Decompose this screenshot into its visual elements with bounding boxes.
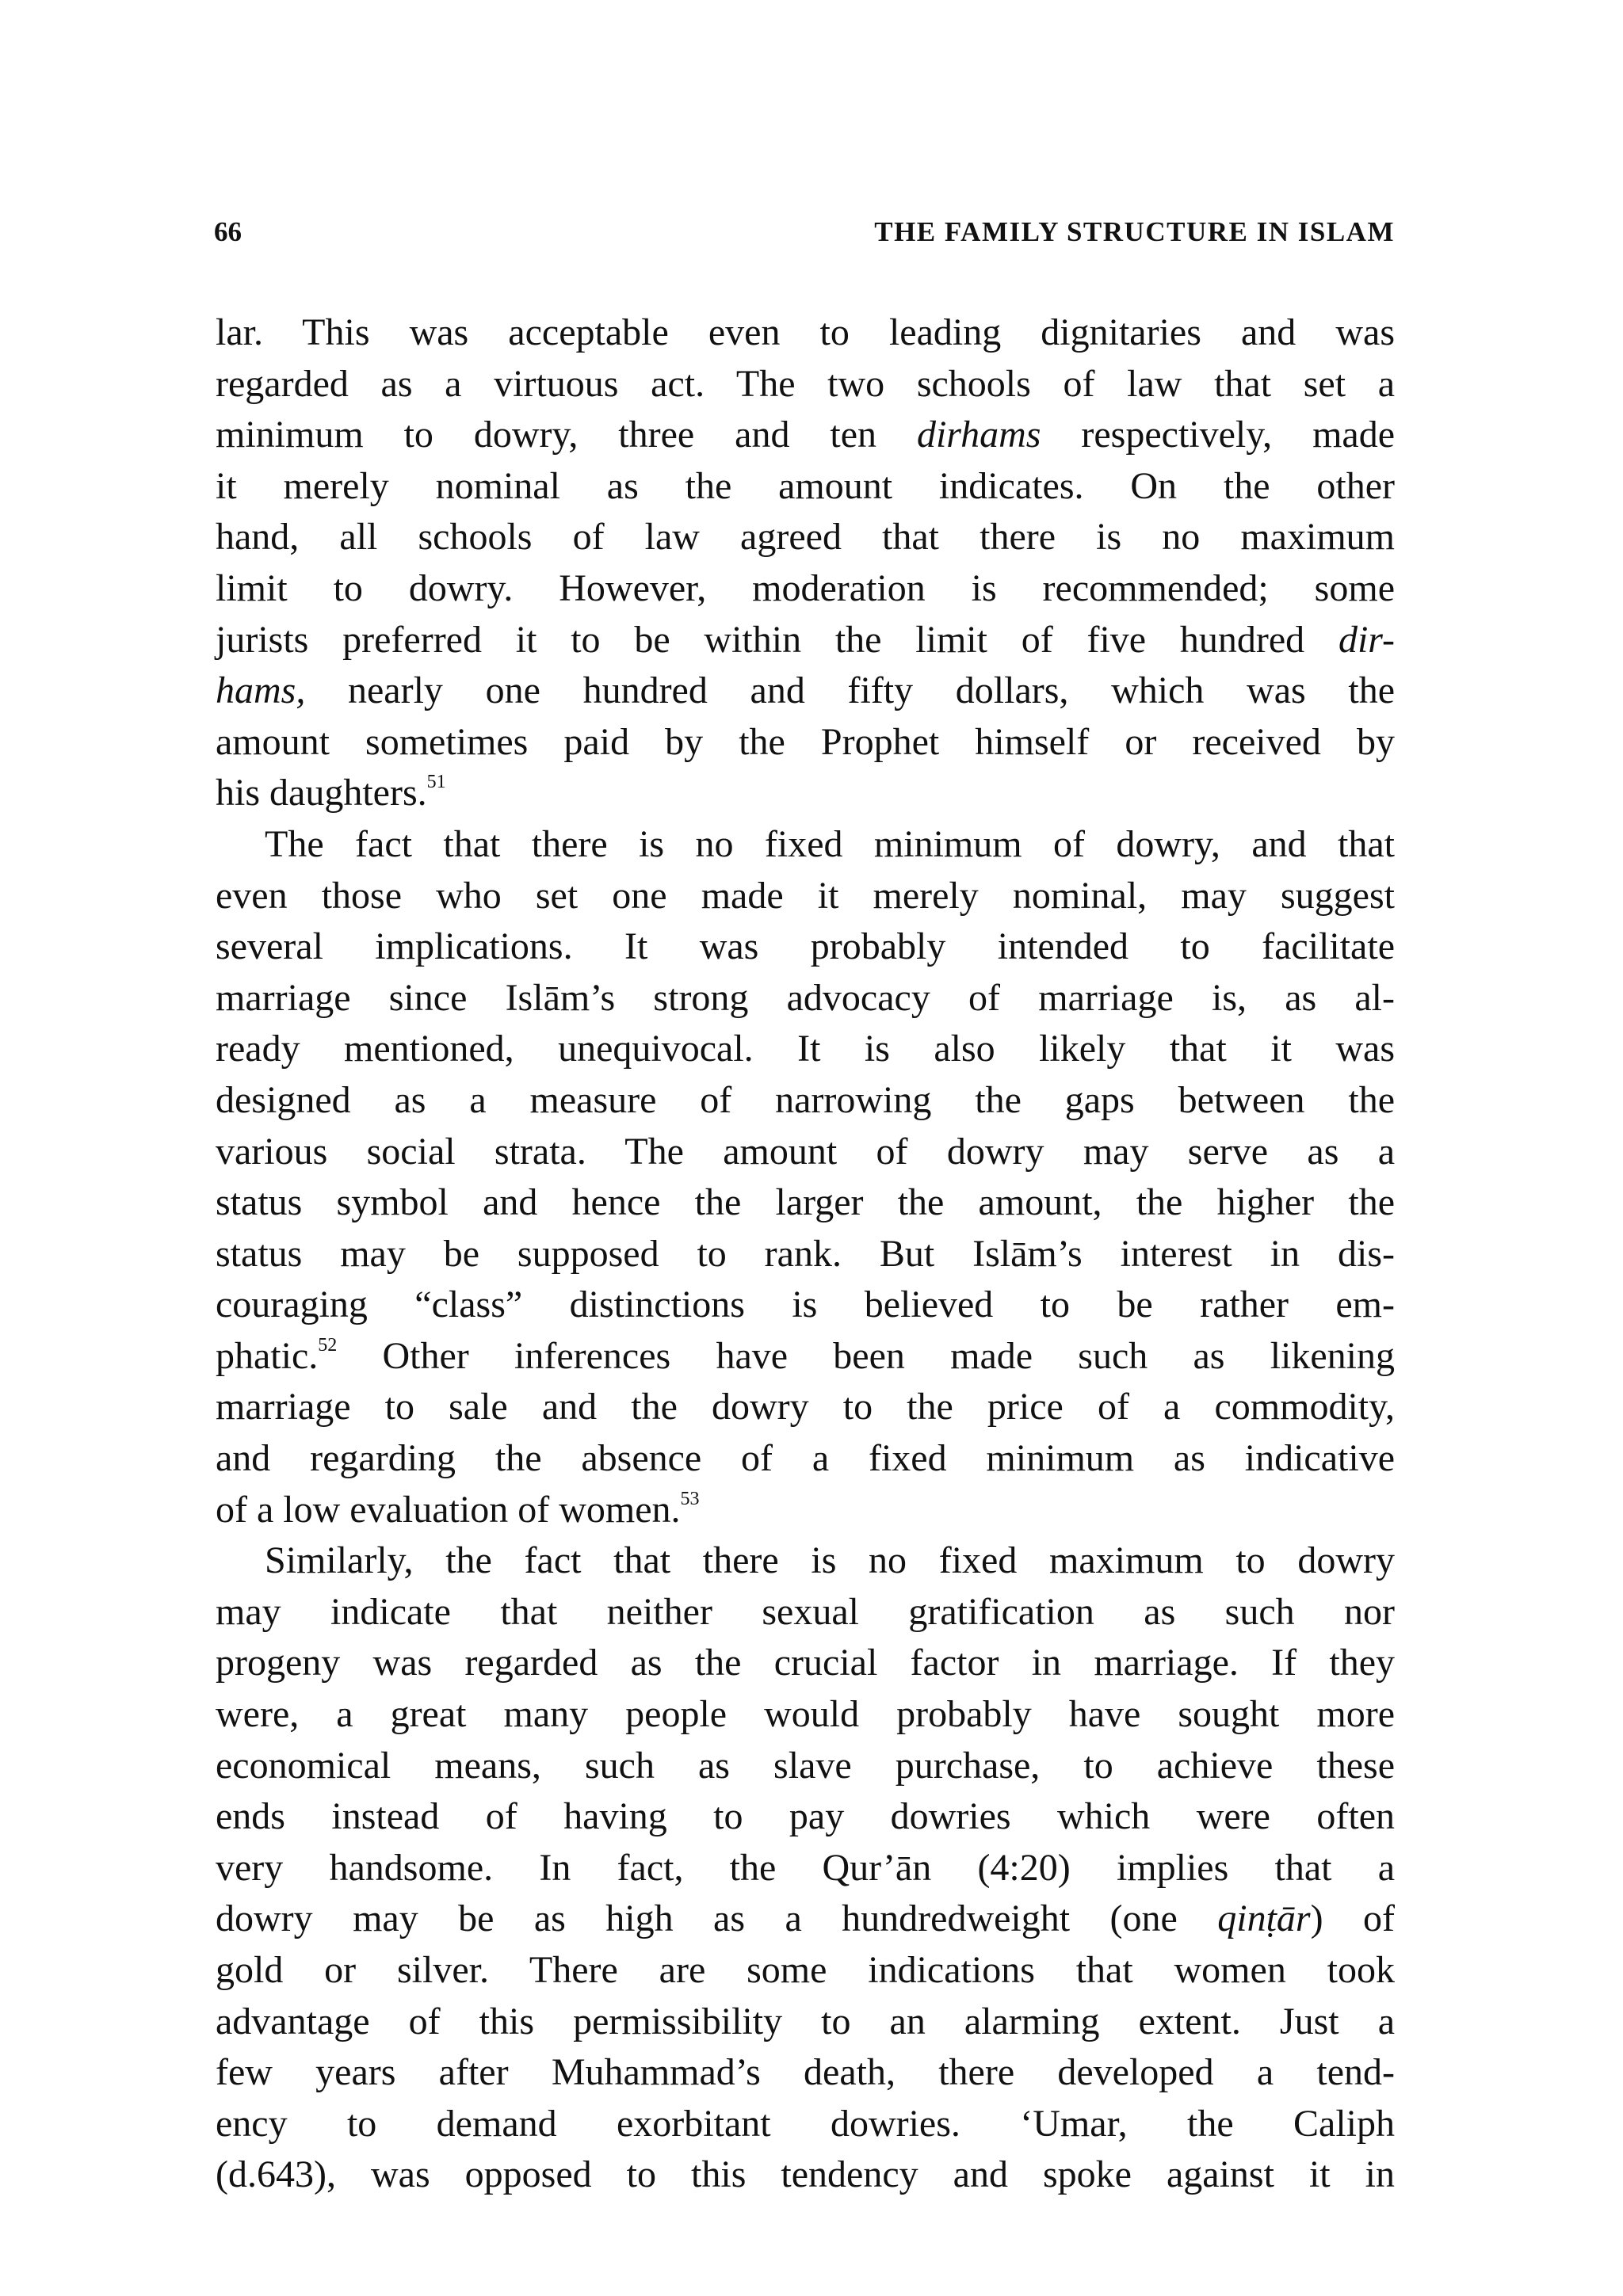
text-segment: progeny was regarded as the crucial factor in marriage. If they [216, 1642, 1395, 1684]
text-line [216, 563, 1395, 615]
text-segment: limit to dowry. However, moderation is recommended; some [216, 566, 1395, 609]
text-line [216, 1280, 1395, 1331]
text-segment: ) of [1310, 1897, 1396, 1940]
text-line [216, 410, 1395, 461]
text-segment: couraging “class” distinctions is believed to be rather em- [216, 1283, 1395, 1326]
text-segment: hand, all schools of law agreed that there is no maximum [216, 516, 1395, 559]
text-line [216, 819, 1395, 871]
text-line [216, 1177, 1395, 1229]
text-line [216, 1997, 1395, 2048]
page-number: 66 [214, 216, 242, 247]
italic-term: dir- [1338, 618, 1395, 661]
italic-term: dirhams [916, 414, 1041, 456]
text-line [216, 1945, 1395, 1997]
text-line [216, 512, 1395, 563]
text-segment: ends instead of having to pay dowries which were often [216, 1795, 1395, 1838]
text-line [216, 359, 1395, 410]
text-segment: status may be supposed to rank. But Islām’s interest in dis- [216, 1232, 1395, 1275]
text-line [216, 871, 1395, 922]
text-segment: Similarly, the fact that there is no fixed maximum to dowry [265, 1539, 1395, 1582]
text-line [216, 1485, 1395, 1536]
text-segment: gold or silver. There are some indications that women took [216, 1949, 1395, 1991]
text-segment: amount sometimes paid by the Prophet himself or received by [216, 720, 1395, 763]
text-line [216, 1127, 1395, 1178]
text-segment: were, a great many people would probably have sought more [216, 1693, 1395, 1736]
text-segment: of a low evaluation of women. [216, 1488, 681, 1531]
text-segment: economical means, such as slave purchase, to achieve these [216, 1744, 1395, 1787]
text-line [216, 1075, 1395, 1127]
text-segment: ency to demand exorbitant dowries. ‘Umar, the Caliph [216, 2102, 1395, 2145]
text-segment: dowry may be as high as a hundredweight (one [216, 1897, 1218, 1940]
text-line [216, 921, 1395, 973]
italic-term: hams, [216, 669, 306, 712]
text-segment: ready mentioned, unequivocal. It is also likely that it was [216, 1028, 1395, 1070]
text-segment: lar. This was acceptable even to leading dignitaries and was [216, 311, 1395, 353]
running-head [214, 212, 1395, 252]
text-segment: designed as a measure of narrowing the gaps between the [216, 1078, 1395, 1121]
text-segment: even those who set one made it merely nominal, may suggest [216, 874, 1395, 917]
text-segment: several implications. It was probably intended to facilitate [216, 925, 1395, 968]
text-segment: very handsome. In fact, the Qur’ān (4:20) implies that a [216, 1846, 1395, 1889]
footnote-ref: 52 [318, 1334, 338, 1356]
text-line [216, 1689, 1395, 1741]
text-segment: and regarding the absence of a fixed minimum as indicative [216, 1437, 1395, 1480]
footnote-ref: 51 [426, 772, 446, 793]
text-line [216, 1587, 1395, 1638]
text-segment: (d.643), was opposed to this tendency and spoke against it in [216, 2153, 1395, 2196]
text-line [216, 1638, 1395, 1689]
text-segment: respectively, made [1041, 414, 1396, 456]
text-segment: jurists preferred it to be within the limit of five hundred [216, 618, 1338, 661]
text-line [216, 1433, 1395, 1485]
text-line [216, 1843, 1395, 1894]
text-segment: Other inferences have been made such as likening [337, 1334, 1395, 1377]
text-line [216, 615, 1395, 666]
text-segment: marriage to sale and the dowry to the price of a commodity, [216, 1386, 1395, 1428]
text-line [216, 666, 1395, 717]
text-segment: various social strata. The amount of dowry may serve as a [216, 1130, 1395, 1173]
text-segment: it merely nominal as the amount indicates. On the other [216, 464, 1395, 507]
text-segment: marriage since Islām’s strong advocacy of marriage is, as al- [216, 976, 1395, 1019]
text-line [216, 461, 1395, 513]
text-line [216, 973, 1395, 1024]
text-line [216, 2047, 1395, 2099]
text-line [216, 1331, 1395, 1383]
text-line [216, 307, 1395, 359]
text-segment: nearly one hundred and fifty dollars, which was the [305, 669, 1395, 712]
text-line [216, 1791, 1395, 1843]
body-text [216, 307, 1395, 2201]
text-line [216, 1741, 1395, 1792]
text-line [216, 1024, 1395, 1075]
text-segment: The fact that there is no fixed minimum of dowry, and that [265, 822, 1395, 865]
text-line [216, 717, 1395, 769]
text-line [216, 1382, 1395, 1433]
text-line [216, 1229, 1395, 1280]
text-line [216, 2099, 1395, 2150]
italic-term: qinṭār [1217, 1897, 1311, 1940]
text-line [216, 1535, 1395, 1587]
text-line [216, 768, 1395, 819]
footnote-ref: 53 [680, 1488, 700, 1509]
text-line [216, 1894, 1395, 1945]
text-segment: his daughters. [216, 772, 427, 814]
text-segment: regarded as a virtuous act. The two schools of law that set a [216, 362, 1395, 405]
text-line [216, 2149, 1395, 2201]
text-segment: minimum to dowry, three and ten [216, 414, 917, 456]
text-segment: status symbol and hence the larger the amount, the higher the [216, 1181, 1395, 1224]
text-segment: advantage of this permissibility to an alarming extent. Just a [216, 2000, 1395, 2042]
text-segment: may indicate that neither sexual gratification as such nor [216, 1590, 1395, 1633]
text-segment: few years after Muhammad’s death, there developed a tend- [216, 2051, 1395, 2094]
running-title: THE FAMILY STRUCTURE IN ISLAM [874, 216, 1395, 247]
text-segment: phatic. [216, 1334, 319, 1377]
